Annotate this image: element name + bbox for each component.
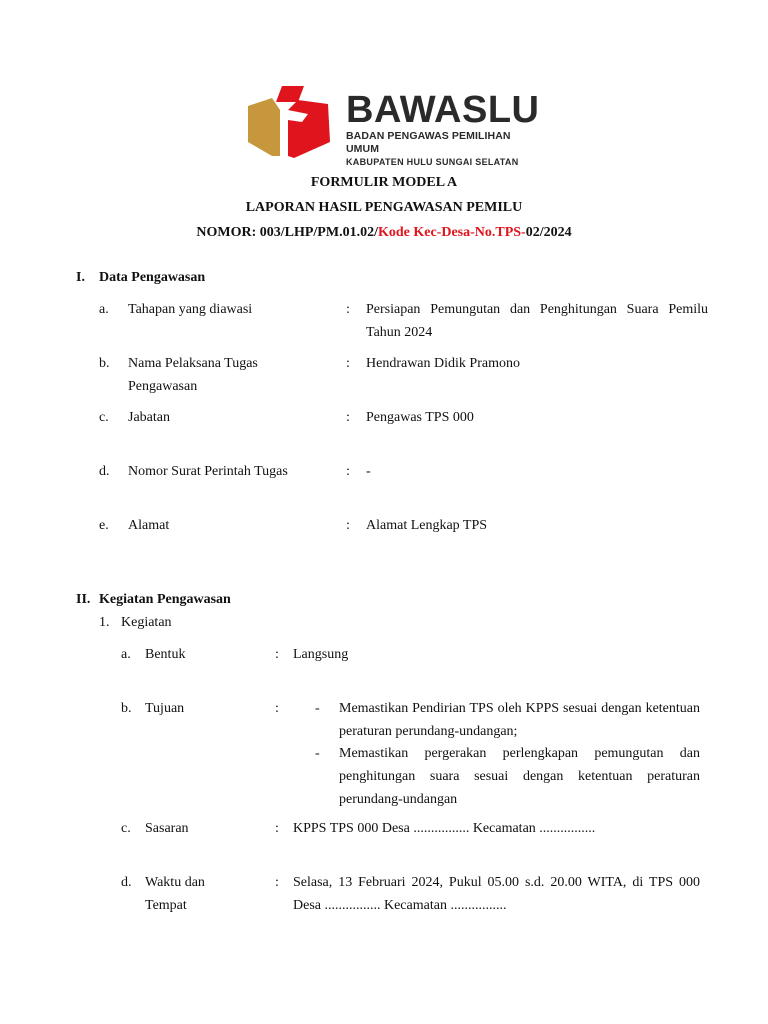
- s2-item-d-colon: :: [275, 875, 279, 890]
- s2-item-a-colon: :: [275, 647, 279, 662]
- s2-item-b-colon: :: [275, 701, 279, 716]
- s1-item-b-colon: :: [346, 356, 350, 371]
- s2-tujuan-bullet-1: Memastikan Pendirian TPS oleh KPPS sesuai dengan ketentuan peraturan perundang-undangan;: [339, 701, 700, 739]
- s2-tujuan-bullet-2: Memastikan pergerakan perlengkapan pemungutan dan penghitungan suara sesuai dengan ketentuan peraturan perundang-undangan: [339, 746, 700, 807]
- bawaslu-logo: [238, 80, 544, 167]
- s2-item-a-label: Bentuk: [145, 647, 186, 662]
- s2-item-c-colon: :: [275, 821, 279, 836]
- s1-item-c-value: Pengawas TPS 000: [366, 410, 474, 425]
- s1-item-a-letter: a.: [99, 302, 109, 317]
- s2-item-d-label: Waktu dan Tempat: [145, 875, 205, 913]
- number-suffix: 02/2024: [525, 225, 572, 240]
- s1-item-e-label: Alamat: [128, 518, 170, 533]
- s2-item-a-letter: a.: [121, 647, 131, 662]
- s1-item-c-label: Jabatan: [128, 410, 170, 425]
- s1-item-c-letter: c.: [99, 410, 109, 425]
- s1-item-d-colon: :: [346, 464, 350, 479]
- s1-item-d-label: Nomor Surat Perintah Tugas: [128, 464, 288, 479]
- s1-item-d-letter: d.: [99, 464, 110, 479]
- s2-sub-number: 1.: [99, 615, 110, 630]
- s1-item-e-value: Alamat Lengkap TPS: [366, 518, 488, 533]
- s2-item-b-label: Tujuan: [145, 701, 185, 716]
- logo-brand: BAWASLU: [346, 89, 540, 131]
- s1-item-a-label: Tahapan yang diawasi: [128, 302, 253, 317]
- s1-item-e-colon: :: [346, 518, 350, 533]
- bullet-dash-icon: -: [315, 701, 320, 716]
- s2-item-b-letter: b.: [121, 701, 132, 716]
- logo-region: KABUPATEN HULU SUNGAI SELATAN: [346, 157, 519, 167]
- section2-title: Kegiatan Pengawasan: [99, 592, 231, 607]
- s2-item-d-letter: d.: [121, 875, 132, 890]
- s1-item-d-value: -: [366, 464, 371, 479]
- bawaslu-emblem-icon: [238, 80, 338, 160]
- form-title: FORMULIR MODEL A: [310, 175, 458, 190]
- s2-item-c-letter: c.: [121, 821, 131, 836]
- logo-subtitle: BADAN PENGAWAS PEMILIHAN UMUM: [346, 130, 511, 155]
- report-number: [0, 224, 768, 242]
- section2-number: II.: [76, 592, 91, 607]
- s1-item-b-letter: b.: [99, 356, 110, 371]
- number-prefix: NOMOR: 003/LHP/PM.01.02/: [196, 225, 378, 240]
- bullet-dash-icon: -: [315, 746, 320, 761]
- s2-item-d-value: Selasa, 13 Februari 2024, Pukul 05.00 s.d. 20.00 WITA, di TPS 000 Desa ................ Kecamatan ................: [293, 875, 700, 913]
- s1-item-c-colon: :: [346, 410, 350, 425]
- s2-item-c-label: Sasaran: [145, 821, 189, 836]
- logo-wordmark: [346, 90, 544, 168]
- s1-item-b-value: Hendrawan Didik Pramono: [366, 356, 520, 371]
- report-title: LAPORAN HASIL PENGAWASAN PEMILU: [245, 200, 523, 215]
- s1-item-a-colon: :: [346, 302, 350, 317]
- s1-item-a-value: Persiapan Pemungutan dan Penghitungan Suara Pemilu Tahun 2024: [366, 302, 708, 340]
- s2-sub-title: Kegiatan: [121, 615, 172, 630]
- s2-item-a-value: Langsung: [293, 647, 349, 662]
- s2-item-c-value: KPPS TPS 000 Desa ................ Kecamatan ................: [293, 821, 596, 836]
- s1-item-e-letter: e.: [99, 518, 109, 533]
- section1-number: I.: [76, 270, 85, 285]
- section1-title: Data Pengawasan: [99, 270, 206, 285]
- s1-item-b-label: Nama Pelaksana Tugas Pengawasan: [128, 356, 258, 394]
- number-code: Kode Kec-Desa-No.TPS-: [377, 225, 526, 240]
